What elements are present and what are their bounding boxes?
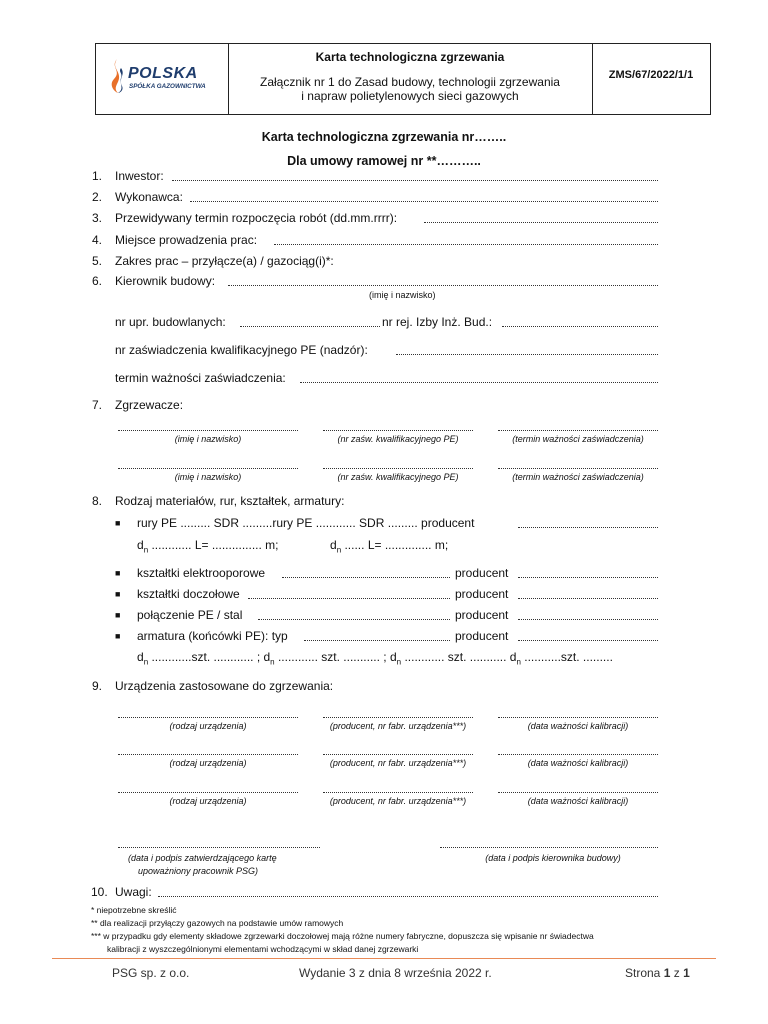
page-prefix: Strona: [625, 966, 664, 980]
footer-edition: Wydanie 3 z dnia 8 września 2022 r.: [299, 966, 492, 980]
welder-expiry-hint: (termin ważności zaświadczenia): [512, 472, 644, 482]
manager-signature-hint: (data i podpis kierownika budowy): [485, 853, 621, 863]
pe-steel-producer-field[interactable]: [518, 619, 658, 620]
item-number-1: 1.: [92, 169, 103, 183]
bullet-icon: ■: [115, 518, 121, 528]
butt-fittings-field[interactable]: [248, 598, 450, 599]
pe-steel-joint-field[interactable]: [258, 619, 450, 620]
device-type-hint: (rodzaj urządzenia): [169, 758, 247, 768]
contract-number-heading: Dla umowy ramowej nr **………..: [287, 154, 481, 168]
welder-1-expiry-field[interactable]: [498, 430, 658, 431]
bullet-icon: ■: [115, 589, 121, 599]
device-3-type-field[interactable]: [118, 792, 298, 793]
footer-company: PSG sp. z o.o.: [112, 966, 190, 980]
approver-signature-hint-1: (data i podpis zatwierdzającego kartę: [128, 853, 277, 863]
chamber-reg-label: nr rej. Izby Inż. Bud.:: [382, 315, 493, 329]
dn-symbol: d: [137, 538, 144, 552]
logo-tagline: SPÓŁKA GAZOWNICTWA: [129, 83, 206, 90]
pe-steel-joint-label: połączenie PE / stal: [137, 608, 243, 622]
page-mid: z: [670, 966, 684, 980]
qty-part-d: ...........szt. .........: [520, 650, 613, 664]
remarks-field[interactable]: [158, 896, 658, 897]
chamber-reg-field[interactable]: [502, 326, 658, 327]
page-current: 1: [663, 966, 671, 980]
item-number-4: 4.: [92, 233, 103, 247]
device-1-type-field[interactable]: [118, 717, 298, 718]
pipes-diameter-row: $d_n$ ............ L= ............... m;: [137, 538, 279, 555]
item-number-8: 8.: [92, 494, 103, 508]
work-location-field[interactable]: [274, 244, 658, 245]
device-type-hint: (rodzaj urządzenia): [169, 721, 247, 731]
bullet-icon: ■: [115, 568, 121, 578]
equipment-label: Urządzenia zastosowane do zgrzewania:: [115, 679, 334, 693]
pe-steel-producer-label: producent: [455, 608, 509, 622]
investor-label: Inwestor:: [115, 169, 164, 183]
device-2-type-field[interactable]: [118, 754, 298, 755]
pipes-producer-field[interactable]: [518, 527, 658, 528]
pe-certificate-label: nr zaświadczenia kwalifikacyjnego PE (nadzór):: [115, 343, 368, 357]
footnote-2: ** dla realizacji przyłączy gazowych na podstawie umów ramowych: [91, 918, 344, 928]
header-table: [95, 43, 711, 115]
electrofusion-producer-field[interactable]: [518, 577, 658, 578]
manager-signature-field[interactable]: [440, 847, 658, 848]
dn-symbol: d: [330, 538, 337, 552]
header-subtitle: [228, 75, 592, 103]
footer-rule: [52, 958, 716, 959]
document-code: ZMS/67/2022/1/1: [608, 69, 694, 81]
item-number-6: 6.: [92, 274, 103, 288]
site-manager-hint: (imię i nazwisko): [369, 290, 436, 300]
welder-2-cert-field[interactable]: [323, 468, 473, 469]
item-number-2: 2.: [92, 190, 103, 204]
welder-expiry-hint: (termin ważności zaświadczenia): [512, 434, 644, 444]
card-number-heading: Karta technologiczna zgrzewania nr……..: [261, 130, 507, 144]
license-number-field[interactable]: [240, 326, 380, 327]
device-2-calibration-field[interactable]: [498, 754, 658, 755]
approver-signature-hint-2: upoważniony pracownik PSG): [138, 866, 259, 876]
dn-length-1: ............ L= ............... m;: [148, 538, 279, 552]
fittings-producer-label: producent: [455, 629, 509, 643]
item-number-10: 10.: [91, 885, 108, 899]
electrofusion-producer-label: producent: [455, 566, 509, 580]
footer-page-number: [625, 966, 690, 980]
certificate-expiry-field[interactable]: [300, 382, 658, 383]
investor-field[interactable]: [172, 180, 658, 181]
device-type-hint: (rodzaj urządzenia): [169, 796, 247, 806]
welders-label: Zgrzewacze:: [115, 398, 184, 412]
device-1-serial-field[interactable]: [323, 717, 473, 718]
footnote-3-cont: kalibracji z wyszczególnionymi elementami wchodzącymi w skład danej zgrzewarki: [107, 944, 419, 954]
bullet-icon: ■: [115, 631, 121, 641]
start-date-label: Przewidywany termin rozpoczęcia robót (dd.mm.rrrr):: [115, 211, 398, 225]
device-calibration-hint: (data ważności kalibracji): [527, 796, 629, 806]
item-number-9: 9.: [92, 679, 103, 693]
electrofusion-fittings-label: kształtki elektrooporowe: [137, 566, 266, 580]
item-number-3: 3.: [92, 211, 103, 225]
qty-part-b: ............ szt. ........... ; d: [274, 650, 397, 664]
contractor-label: Wykonawca:: [115, 190, 183, 204]
flame-icon: [106, 58, 128, 94]
butt-producer-field[interactable]: [518, 598, 658, 599]
qty-part-a: ............szt. ............ ; d: [148, 650, 271, 664]
page-total: 1: [683, 966, 690, 980]
device-serial-hint: (producent, nr fabr. urządzenia***): [329, 721, 467, 731]
pe-certificate-field[interactable]: [396, 354, 658, 355]
logo-wordmark: POLSKA: [128, 65, 198, 82]
butt-producer-label: producent: [455, 587, 509, 601]
footnote-3: *** w przypadku gdy elementy składowe zgrzewarki doczołowej mają różne numery fabryczne, dopuszcza się wpisanie nr świadectwa: [91, 931, 594, 941]
device-3-calibration-field[interactable]: [498, 792, 658, 793]
title-cell: [228, 44, 593, 114]
header-subtitle-line1: Załącznik nr 1 do Zasad budowy, technologii zgrzewania: [260, 75, 560, 89]
item-number-5: 5.: [92, 254, 103, 268]
fittings-type-field[interactable]: [304, 640, 450, 641]
site-manager-label: Kierownik budowy:: [115, 274, 216, 288]
work-location-label: Miejsce prowadzenia prac:: [115, 233, 258, 247]
fittings-type-label: armatura (końcówki PE): typ: [137, 629, 288, 643]
header-title: Karta technologiczna zgrzewania: [315, 50, 505, 64]
pipes-diameter-row-2: $d_n$ ...... L= .............. m;: [330, 538, 449, 555]
welder-2-name-field[interactable]: [118, 468, 298, 469]
certificate-expiry-label: termin ważności zaświadczenia:: [115, 371, 286, 385]
code-cell: [592, 44, 710, 114]
header-subtitle-line2: i napraw polietylenowych sieci gazowych: [301, 89, 519, 103]
device-calibration-hint: (data ważności kalibracji): [527, 758, 629, 768]
device-1-calibration-field[interactable]: [498, 717, 658, 718]
dn-symbol: d: [137, 650, 144, 664]
bullet-icon: ■: [115, 610, 121, 620]
welder-name-hint: (imię i nazwisko): [174, 434, 242, 444]
electrofusion-fittings-field[interactable]: [282, 577, 450, 578]
start-date-field[interactable]: [424, 222, 658, 223]
device-2-serial-field[interactable]: [323, 754, 473, 755]
pipes-pe-label: rury PE ......... SDR .........rury PE ............ SDR ......... producent: [137, 516, 475, 530]
materials-label: Rodzaj materiałów, rur, kształtek, armatury:: [115, 494, 345, 508]
butt-fittings-label: kształtki doczołowe: [137, 587, 240, 601]
scope-label: Zakres prac – przyłącze(a) / gazociąg(i)*:: [115, 254, 334, 268]
site-manager-field[interactable]: [228, 285, 658, 286]
item-number-7: 7.: [92, 398, 103, 412]
dn-length-2: ...... L= .............. m;: [341, 538, 449, 552]
welder-cert-hint: (nr zaśw. kwalifikacyjnego PE): [337, 434, 459, 444]
welder-1-name-field[interactable]: [118, 430, 298, 431]
welder-2-expiry-field[interactable]: [498, 468, 658, 469]
footnote-1: * niepotrzebne skreślić: [91, 905, 177, 915]
device-3-serial-field[interactable]: [323, 792, 473, 793]
qty-part-c: ............ szt. ........... d: [401, 650, 517, 664]
logo-cell: [96, 44, 229, 114]
device-serial-hint: (producent, nr fabr. urządzenia***): [329, 796, 467, 806]
welder-name-hint: (imię i nazwisko): [174, 472, 242, 482]
approver-signature-field[interactable]: [118, 847, 320, 848]
license-number-label: nr upr. budowlanych:: [115, 315, 226, 329]
device-serial-hint: (producent, nr fabr. urządzenia***): [329, 758, 467, 768]
device-calibration-hint: (data ważności kalibracji): [527, 721, 629, 731]
welder-cert-hint: (nr zaśw. kwalifikacyjnego PE): [337, 472, 459, 482]
welder-1-cert-field[interactable]: [323, 430, 473, 431]
contractor-field[interactable]: [190, 201, 658, 202]
fittings-quantity-row: $d_n$ ............szt. ............ ; $d_n$ ............ szt. ........... ; $d_n$ ............ szt. ........... $d_n$ ...........szt. .........: [137, 650, 613, 667]
fittings-producer-field[interactable]: [518, 640, 658, 641]
remarks-label: Uwagi:: [115, 885, 152, 899]
